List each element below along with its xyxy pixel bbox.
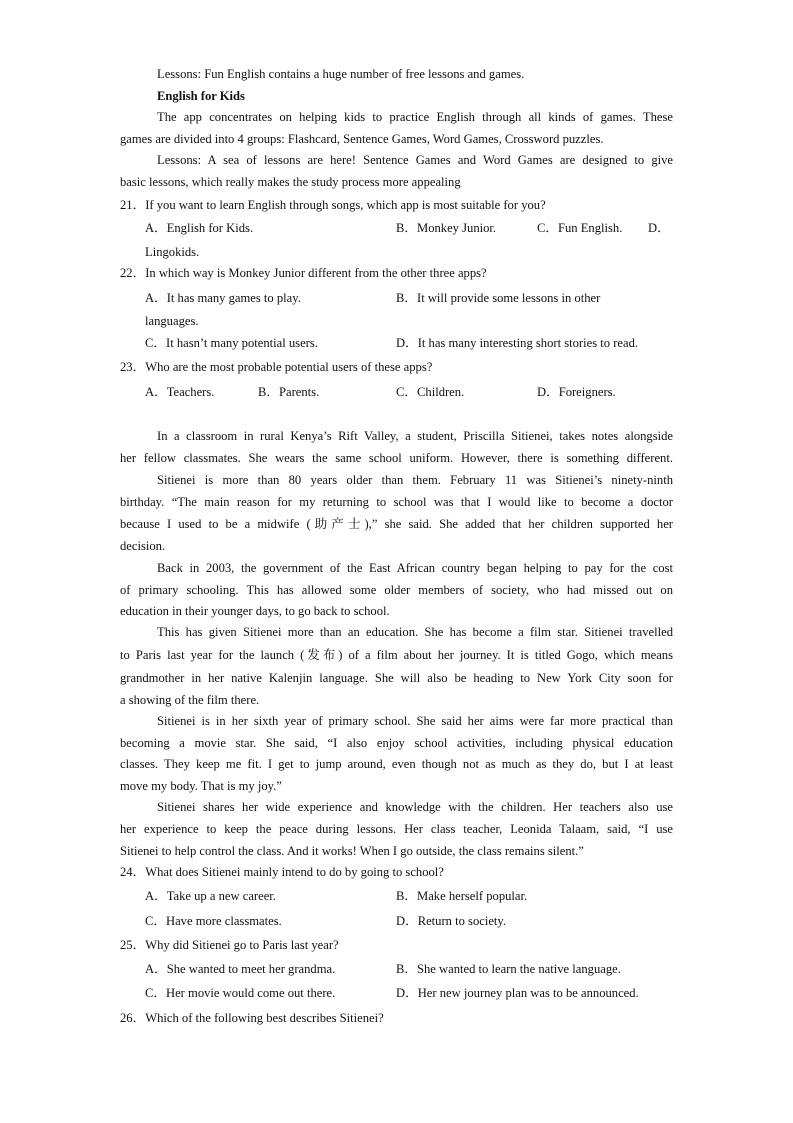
question-26-stem: 26．Which of the following best describes Sitienei? (120, 1011, 384, 1025)
q22-option-b-cont[interactable]: languages. (145, 314, 199, 328)
passage-b-p5-l1: Sitienei is in her sixth year of primary school. She said her aims were far more practical than (157, 714, 673, 728)
q25-option-a[interactable]: A．She wanted to meet her grandma. (145, 962, 336, 976)
efk-paragraph-1-line-2: games are divided into 4 groups: Flashcard, Sentence Games, Word Games, Crossword puzzles. (120, 132, 604, 146)
passage-b-p3-l2: of primary schooling. This has allowed some older members of society, who had missed out on (120, 583, 673, 597)
q25-option-c[interactable]: C．Her movie would come out there. (145, 986, 336, 1000)
passage-b-p6-l1: Sitienei shares her wide experience and knowledge with the children. Her teachers also use (157, 800, 673, 814)
q24-option-d[interactable]: D．Return to society. (396, 914, 507, 928)
funenglish-lessons: Lessons: Fun English contains a huge number of free lessons and games. (157, 67, 525, 81)
q21-option-b[interactable]: B．Monkey Junior. (396, 221, 497, 235)
q24-option-b[interactable]: B．Make herself popular. (396, 889, 528, 903)
passage-b-p1-l1: In a classroom in rural Kenya’s Rift Valley, a student, Priscilla Sitienei, takes notes alongside (157, 429, 673, 443)
q23-option-b[interactable]: B．Parents. (258, 385, 320, 399)
passage-b-p6-l3: Sitienei to help control the class. And it works! When I go outside, the class remains silent.” (120, 844, 584, 858)
passage-b-p2-l2: birthday. “The main reason for my returning to school was that I would like to become a doctor (120, 495, 673, 509)
passage-b-p4-l1: This has given Sitienei more than an education. She has become a film star. Sitienei travelled (157, 625, 673, 639)
q25-option-d[interactable]: D．Her new journey plan was to be announced. (396, 986, 639, 1000)
question-24-stem: 24．What does Sitienei mainly intend to do by going to school? (120, 865, 444, 879)
passage-b-p3-l1: Back in 2003, the government of the East African country began helping to pay for the cost (157, 561, 673, 575)
q23-option-d[interactable]: D．Foreigners. (537, 385, 616, 399)
question-23-stem: 23．Who are the most probable potential users of these apps? (120, 360, 433, 374)
passage-b-p5-l4: move my body. That is my joy.” (120, 779, 282, 793)
question-25-stem: 25．Why did Sitienei go to Paris last year? (120, 938, 339, 952)
q21-option-d[interactable]: D． (648, 221, 670, 235)
passage-b-p3-l3: education in their younger days, to go back to school. (120, 604, 390, 618)
passage-b-p4-l4: a showing of the film there. (120, 693, 260, 707)
q23-option-a[interactable]: A．Teachers. (145, 385, 215, 399)
q23-option-c[interactable]: C．Children. (396, 385, 465, 399)
q24-option-c[interactable]: C．Have more classmates. (145, 914, 282, 928)
q21-option-c[interactable]: C．Fun English. (537, 221, 623, 235)
q22-option-d[interactable]: D．It has many interesting short stories to read. (396, 336, 639, 350)
question-22-stem: 22．In which way is Monkey Junior different from the other three apps? (120, 266, 487, 280)
q21-option-a[interactable]: A．English for Kids. (145, 221, 254, 235)
efk-paragraph-2-line-2: basic lessons, which really makes the study process more appealing (120, 175, 461, 189)
passage-b-p1-l2: her fellow classmates. She wears the same school uniform. However, there is something different. (120, 451, 673, 465)
passage-b-p2-l1: Sitienei is more than 80 years older than them. February 11 was Sitienei’s ninety-ninth (157, 473, 673, 487)
q21-option-d-text[interactable]: Lingokids. (145, 245, 200, 259)
q24-option-a[interactable]: A．Take up a new career. (145, 889, 276, 903)
q22-option-a[interactable]: A．It has many games to play. (145, 291, 301, 305)
passage-b-p5-l3: classes. They keep me fit. I get to jump around, even though not as much as they do, but I at least (120, 757, 673, 771)
passage-b-p2-l3: because I used to be a midwife (助产士),” she said. She added that her children supported her (120, 517, 673, 531)
passage-b-p5-l2: becoming a movie star. She said, “I also enjoy school activities, including physical education (120, 736, 673, 750)
passage-b-p4-l3: grandmother in her native Kalenjin language. She will also be heading to New York City soon for (120, 671, 673, 685)
q22-option-b[interactable]: B．It will provide some lessons in other (396, 291, 601, 305)
q22-option-c[interactable]: C．It hasn’t many potential users. (145, 336, 318, 350)
passage-b-p6-l2: her experience to keep the peace during lessons. Her class teacher, Leonida Talaam, said, “I use (120, 822, 673, 836)
question-21-stem: 21．If you want to learn English through songs, which app is most suitable for you? (120, 198, 546, 212)
q25-option-b[interactable]: B．She wanted to learn the native language. (396, 962, 621, 976)
passage-b-p4-l2: to Paris last year for the launch (发布) of a film about her journey. It is titled Gogo, which means (120, 648, 673, 662)
english-for-kids-heading: English for Kids (157, 89, 245, 103)
efk-paragraph-1-line-1: The app concentrates on helping kids to practice English through all kinds of games. These (157, 110, 673, 124)
passage-b-p2-l4: decision. (120, 539, 166, 553)
efk-paragraph-2-line-1: Lessons: A sea of lessons are here! Sentence Games and Word Games are designed to give (157, 153, 673, 167)
